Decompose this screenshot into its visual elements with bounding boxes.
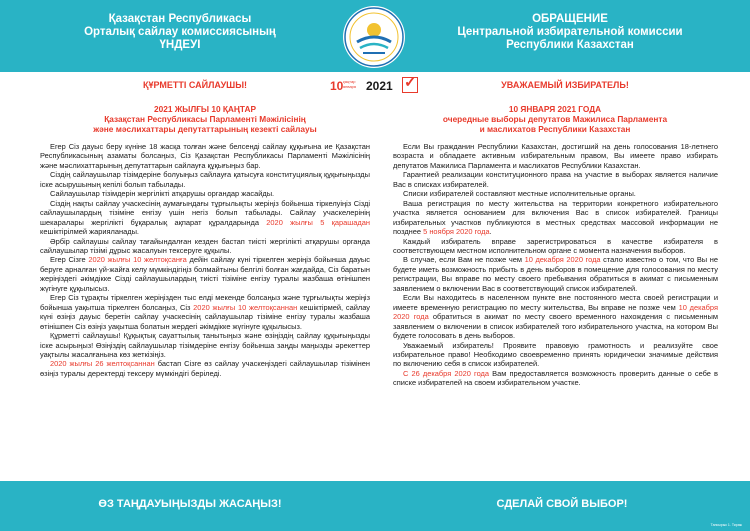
title-line: 10 ЯНВАРЯ 2021 ГОДА <box>508 104 602 114</box>
paragraph-text: Каждый избиратель вправе зарегистрироваться в качестве избирателя в соответствующем местном исполнительном органе с момента назначения выборов. <box>393 236 718 255</box>
header-banner <box>0 0 750 72</box>
paragraph-text: стало известно о том, что Вы не будете иметь возможность прибыть в день выборов в помещение для голосования по месту регистрации, Вы вправе по месту своего пребывания обратиться в акимат с письменным заявлением о включении Вас в соответствующий список избирателей. <box>393 255 718 293</box>
title-russian <box>395 104 715 134</box>
header-line: ОБРАЩЕНИЕ <box>532 13 608 25</box>
highlighted-date: 5 ноября 2020 года <box>423 227 490 237</box>
logo-year: 2021 <box>366 79 393 93</box>
body-column-russian <box>393 142 718 388</box>
paragraph-text: Сіздің сайлаушылар тізімдеріне болуыңыз сайлауға қатысуға конституциялық құқығыңызды іске асырушының кепілі болып табылады. <box>40 170 370 189</box>
body-paragraph <box>40 199 370 237</box>
body-paragraph <box>40 189 370 198</box>
paragraph-text: Если Вы находитесь в населенном пункте вне постоянного места своей регистрации и имеете временную регистрацию по месту жительства, Вы вправе не позже чем <box>393 293 718 312</box>
logo-month-ru: января <box>343 83 357 89</box>
body-paragraph <box>40 142 370 170</box>
greeting-kazakh: ҚҰРМЕТТІ САЙЛАУШЫ! <box>142 80 248 90</box>
body-paragraph <box>40 359 370 378</box>
body-paragraph <box>393 255 718 293</box>
body-column-kazakh <box>40 142 370 378</box>
highlighted-date: 10 декабря 2020 года <box>393 302 718 322</box>
paragraph-text: Гарантией реализации конституционного права на участие в выборах является наличие Вас в списках избирателей. <box>393 170 718 189</box>
body-paragraph <box>40 331 370 359</box>
title-line: және мәслихаттары депутаттарының кезекті сайлауы <box>93 124 317 134</box>
paragraph-text: Құрметті сайлаушы! Құқықтық сауаттылық танытыңыз және өзіңіздің сайлау құқығыңызды іске асырыңыз! Өзіңіздің сайлаушылар тізімдеріне енгізу бойынша заңды маңызды әрекеттер уақтылы жасалғанына көз жеткізіңіз. <box>40 331 370 359</box>
title-line: Қазақстан Республикасы Парламенті Мәжілісінің <box>104 114 306 124</box>
paragraph-text: В случае, если Вам не позже чем <box>403 255 525 265</box>
header-line: Қазақстан Республикасы <box>108 13 252 25</box>
paragraph-text: . <box>489 227 492 237</box>
body-paragraph <box>40 170 370 189</box>
greeting-russian: УВАЖАЕМЫЙ ИЗБИРАТЕЛЬ! <box>501 80 629 90</box>
footer-print-note: Тапсырыс 1. Тираж <box>710 523 742 527</box>
paragraph-text: Вам предоставляется возможность проверить данные о себе в списке избирателей на своем избирательном участке. <box>393 368 719 388</box>
title-line: очередные выборы депутатов Мажилиса Парламента <box>442 114 668 124</box>
logo-month-kz: қаңтар <box>343 79 356 84</box>
paragraph-text: Егер Сіз дауыс беру күніне 18 жасқа толған және белсенді сайлау құқығына ие Қазақстан Республикасының азаматы болсаңыз, Сіз Қазақстан Республикасы Парламенті Мәжілісінің және мәслихаттарының депутаттарын сайлауға құқығыңыз бар. <box>40 142 370 170</box>
logo-month <box>343 80 363 89</box>
paragraph-text: Ваша регистрация по месту жительства на территории конкретного избирательного участка является основанием для включения Вас в список избирателей. Границы избирательных участков публикуются в местных средствах массовой информации не позднее <box>393 198 718 237</box>
header-title-kazakh <box>60 13 300 52</box>
header-line: ҮНДЕУІ <box>159 39 201 51</box>
paragraph-text: Уважаемый избиратель! Проявите правовую грамотность и реализуйте свое избирательное право! Необходимо своевременно принять юридически значимые действия по включению себя в список избирателей. <box>393 340 718 369</box>
highlighted-date: 10 декабря 2020 года <box>524 255 601 265</box>
highlighted-date: 2020 жылғы 5 қарашадан <box>266 217 370 227</box>
logo-day: 10 <box>330 79 344 93</box>
footer-slogan-kazakh: ӨЗ ТАҢДАУЫҢЫЗДЫ ЖАСАҢЫЗ! <box>98 498 282 510</box>
highlighted-date: С 26 декабря 2020 года <box>403 368 490 378</box>
highlighted-date: 2020 жылғы 10 желтоқсаннан <box>193 302 298 312</box>
paragraph-text: бастап Сізге өз сайлау учаскеңіздегі сайлаушылар тізімінен өзіңіз туралы деректерді тексеру мүмкіндігі беріледі. <box>40 359 370 378</box>
title-line: и маслихатов Республики Казахстан <box>479 124 631 134</box>
paragraph-text: Сайлаушылар тізімдерін жергілікті атқарушы органдар жасайды. <box>50 189 275 199</box>
highlighted-date: 2020 жылғы 26 желтоқсаннан <box>50 359 155 369</box>
paragraph-text: Әрбір сайлаушы сайлау тағайындалған кезден бастап тиісті жергілікті атқарушы органда сайлаушылар тізімі дұрыс жасалуын тексеруге құқылы. <box>40 236 370 255</box>
body-paragraph <box>393 199 718 237</box>
paragraph-text: кешіктірілмей жарияланады. <box>40 227 139 237</box>
header-line: Орталық сайлау комиссиясының <box>84 26 276 38</box>
body-paragraph <box>393 293 718 340</box>
body-paragraph <box>393 341 718 369</box>
body-paragraph <box>393 189 718 198</box>
title-kazakh <box>40 104 370 134</box>
paragraph-text: Сіздің нақты сайлау учаскесінің аумағындағы тұрғылықты жеріңіз бойынша тіркелуіңіз Сізді сайлаушылардың тізіміне енгізу үшін негіз болып табылады. Сайлау учаскелерінің шекаралары жергілікті бұқаралық ақпарат құралдарында <box>40 198 370 227</box>
body-paragraph <box>40 255 370 293</box>
paragraph-text: обратиться в акимат по месту своего временного нахождения с письменным заявлением о включении в список избирателей того избирательного участка, на котором Вы будете голосовать в день выборов. <box>393 312 718 341</box>
body-paragraph <box>393 369 718 388</box>
paragraph-text: дейін сайлау күні тіркелген жеріңіз бойынша дауыс беруге арналған үй-жайға келу мүмкіндігіңіз болмайтыны белгілі болған жағдайда, Сіз баратын жеріңіздегі әкімдікке Сізді сайлаушылардың тиісті тізіміне енгізу туралы жазбаша өтінішпен жүгінуге құқылысыз. <box>40 255 370 293</box>
header-line: Республики Казахстан <box>506 39 634 51</box>
header-line: Центральной избирательной комиссии <box>457 26 683 38</box>
body-paragraph <box>393 142 718 170</box>
title-line: 2021 ЖЫЛҒЫ 10 ҚАҢТАР <box>154 104 256 114</box>
body-paragraph <box>40 237 370 256</box>
paragraph-text: Списки избирателей составляют местные исполнительные органы. <box>403 189 636 199</box>
header-title-russian <box>450 13 690 52</box>
highlighted-date: 2020 жылғы 10 желтоқсанға <box>88 255 187 265</box>
paragraph-text: кешіктірмей, сайлау күні өзіңіз дауыс беретін сайлау учаскесінің сайлаушылар тізіміне енгізу туралы жазбаша өтінішпен Сіз өзіңіз уақытша болатын жердегі әкімдікке жүгінуге құқылысыз. <box>40 302 371 331</box>
body-paragraph <box>393 237 718 256</box>
paragraph-text: Егер Сізге <box>50 255 89 265</box>
paragraph-text: Если Вы гражданин Республики Казахстан, достигший на день голосования 18-летнего возраста и обладаете активным избирательным правом, Вы имеете право избирать депутатов Мажилиса Парламента и маслихатов Республики Казахстан. <box>393 142 718 170</box>
election-date-logo <box>330 76 425 96</box>
body-paragraph <box>40 293 370 331</box>
footer-slogan-russian: СДЕЛАЙ СВОЙ ВЫБОР! <box>496 498 628 510</box>
emblem-icon <box>343 6 405 68</box>
footer-banner <box>0 481 750 531</box>
body-paragraph <box>393 170 718 189</box>
checkbox-check-icon: ✓ <box>404 74 417 91</box>
paragraph-text: Егер Сіз тұрақты тіркелген жеріңізден тыс елді мекенде болсаңыз және тұрғылықты жеріңіз бойынша уақытша тіркелген болсаңыз, Сіз <box>40 293 370 312</box>
